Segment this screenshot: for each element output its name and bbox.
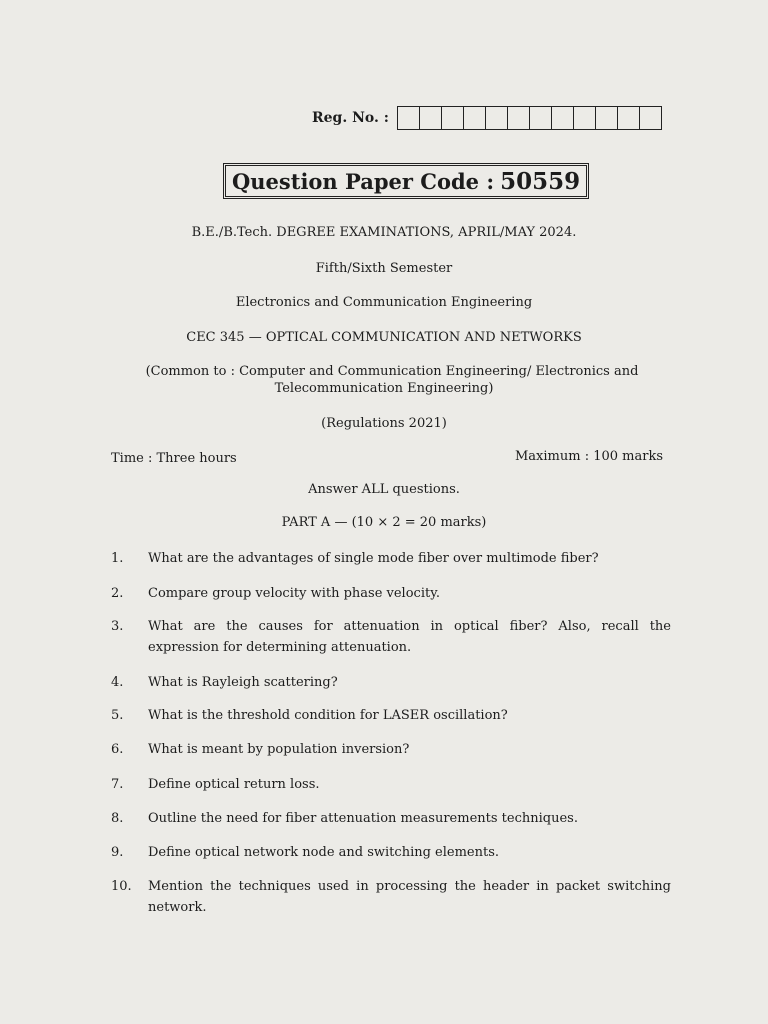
question-text: What is meant by population inversion? xyxy=(148,742,410,757)
question-text: What is Rayleigh scattering? xyxy=(148,675,338,690)
semester: Fifth/Sixth Semester xyxy=(315,261,453,276)
register-number-box xyxy=(442,107,464,129)
question-text: Compare group velocity with phase velocity. xyxy=(148,586,440,601)
register-number-box xyxy=(486,107,508,129)
question-item xyxy=(111,616,671,658)
department: Electronics and Communication Engineering xyxy=(235,295,533,310)
question-text: What are the causes for attenuation in optical fiber? Also, recall the expression for determining attenuation. xyxy=(148,619,671,655)
question-paper-code-box xyxy=(223,163,589,199)
question-text: Define optical return loss. xyxy=(148,777,320,792)
register-number-box xyxy=(508,107,530,129)
question-text: Outline the need for fiber attenuation measurements techniques. xyxy=(148,811,578,826)
register-number-boxes xyxy=(397,106,662,130)
question-text: What is the threshold condition for LASER oscillation? xyxy=(148,708,508,723)
question-item xyxy=(111,842,671,863)
question-number: 4. xyxy=(111,675,124,690)
register-number-label: Reg. No. : xyxy=(312,110,389,126)
question-item xyxy=(111,774,671,795)
question-number: 10. xyxy=(111,879,132,894)
question-item xyxy=(111,705,671,726)
question-number: 3. xyxy=(111,619,124,634)
question-number: 6. xyxy=(111,742,124,757)
instruction: Answer ALL questions. xyxy=(308,482,460,497)
question-text: What are the advantages of single mode fiber over multimode fiber? xyxy=(148,551,599,566)
common-to-line-1: (Common to : Computer and Communication Engineering/ Electronics and xyxy=(145,364,639,379)
register-number-box xyxy=(618,107,640,129)
question-item xyxy=(111,808,671,829)
time-allowed: Time : Three hours xyxy=(111,451,237,466)
question-text: Define optical network node and switching elements. xyxy=(148,845,500,860)
register-number-box xyxy=(530,107,552,129)
register-number-box xyxy=(552,107,574,129)
degree-title: B.E./B.Tech. DEGREE EXAMINATIONS, APRIL/MAY 2024. xyxy=(191,225,577,240)
register-number-box xyxy=(398,107,420,129)
question-number: 7. xyxy=(111,777,124,792)
part-a-heading: PART A — (10 × 2 = 20 marks) xyxy=(281,515,487,530)
question-paper-code-label: Question Paper Code : xyxy=(232,168,495,194)
question-text: Mention the techniques used in processing the header in packet switching network. xyxy=(148,879,671,915)
question-number: 2. xyxy=(111,586,124,601)
question-item xyxy=(111,739,671,760)
question-item xyxy=(111,876,671,918)
register-number-box xyxy=(596,107,618,129)
register-number-box xyxy=(464,107,486,129)
question-number: 9. xyxy=(111,845,124,860)
question-item xyxy=(111,583,671,604)
question-item xyxy=(111,548,671,569)
regulations: (Regulations 2021) xyxy=(321,416,447,431)
question-number: 8. xyxy=(111,811,124,826)
question-number: 1. xyxy=(111,551,124,566)
question-number: 5. xyxy=(111,708,124,723)
course-title: CEC 345 — OPTICAL COMMUNICATION AND NETWORKS xyxy=(186,330,582,345)
register-number-box xyxy=(420,107,442,129)
question-paper-code: 50559 xyxy=(500,167,581,195)
register-number-box xyxy=(574,107,596,129)
common-to-line-2: Telecommunication Engineering) xyxy=(274,381,494,396)
register-number-field xyxy=(312,106,662,130)
register-number-box xyxy=(640,107,661,129)
question-item xyxy=(111,672,671,693)
maximum-marks: Maximum : 100 marks xyxy=(514,449,663,464)
